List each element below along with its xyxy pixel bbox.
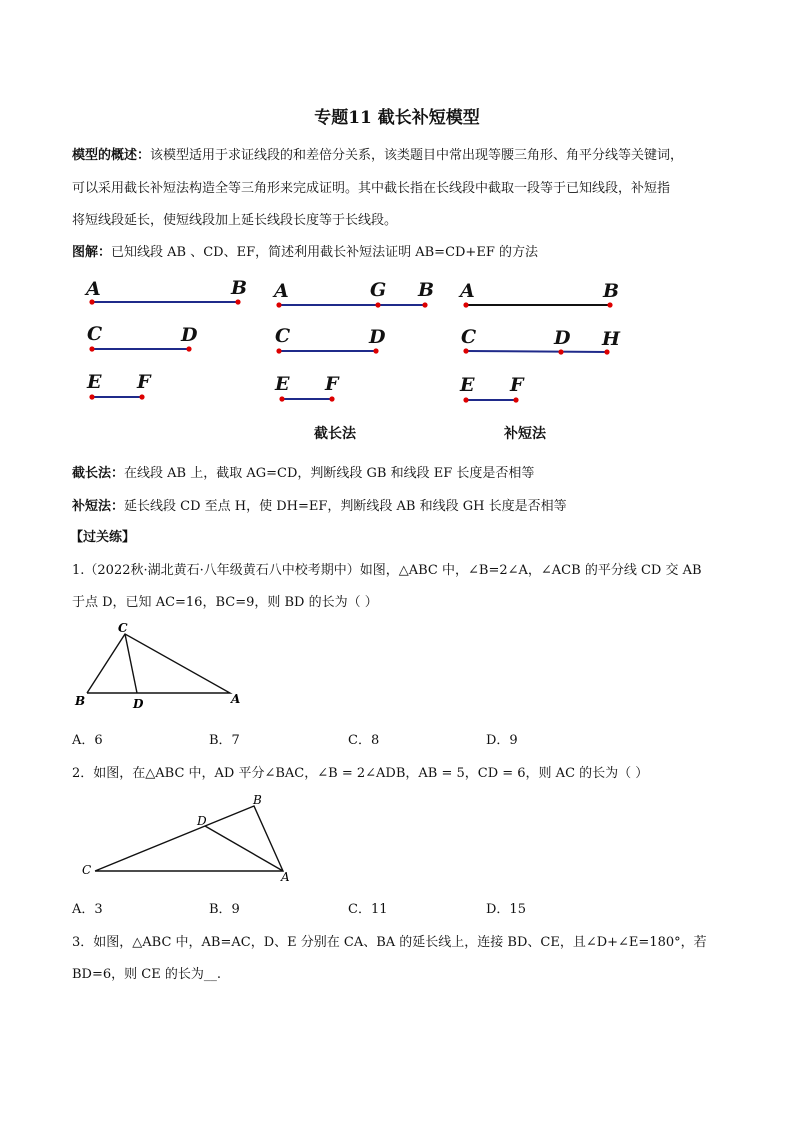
method-label-extend-short: 补短法: [504, 426, 546, 442]
point: [373, 348, 378, 353]
practice-header: 【过关练】: [70, 530, 136, 545]
label-e: E: [460, 374, 475, 396]
q1-triangle-figure: [70, 620, 260, 715]
diagram-intro-text: 已知线段 AB 、CD、EF，简述利用截长补短法证明 AB=CD+EF 的方法: [111, 245, 538, 260]
point: [513, 397, 518, 402]
label-g: G: [370, 279, 387, 301]
label-f: F: [325, 373, 339, 395]
diagram-intro-label: 图解：: [72, 245, 112, 260]
point: [463, 397, 468, 402]
label-c: C: [461, 326, 477, 348]
q2-options: [0, 898, 794, 918]
vertex-c: C: [118, 621, 128, 635]
point: [276, 302, 281, 307]
label-d: D: [181, 324, 198, 346]
point: [139, 394, 144, 399]
vertex-a: A: [231, 692, 241, 706]
method-label-cut-long: 截长法: [314, 426, 356, 442]
label-e: E: [275, 373, 290, 395]
point: [235, 299, 240, 304]
label-b: B: [231, 277, 248, 299]
segments-diagram: [0, 270, 794, 450]
vertex-b: B: [253, 793, 262, 807]
point: [186, 346, 191, 351]
label-a: A: [86, 278, 101, 300]
point: [558, 349, 563, 354]
method2-line: [72, 495, 567, 514]
q1-line-2: 于点 D，已知 AC=16，BC=9，则 BD 的长为（ ）: [72, 595, 378, 610]
point: [329, 396, 334, 401]
label-a: A: [460, 280, 475, 302]
q2-triangle-figure: [78, 790, 298, 890]
vertex-c: C: [82, 863, 92, 877]
q1-option-c[interactable]: C．8: [348, 733, 380, 748]
segment-group-cut-long: [272, 279, 434, 402]
label-h: H: [602, 328, 620, 350]
label-f: F: [137, 371, 151, 393]
q1-line-1: 1.（2022秋·湖北黄石·八年级黄石八中校考期中）如图，△ABC 中，∠B=2∠A，∠ACB 的平分线 CD 交 AB: [72, 563, 702, 578]
point: [607, 302, 612, 307]
label-a: A: [274, 280, 289, 302]
q3-line-1: 3．如图，△ABC 中，AB=AC，D、E 分别在 CA、BA 的延长线上，连接 BD、CE，且∠D+∠E=180°，若: [72, 935, 707, 950]
point: [463, 302, 468, 307]
overview-label: 模型的概述：: [72, 148, 151, 163]
method2-label: 补短法：: [72, 499, 125, 514]
q1-option-d[interactable]: D．9: [486, 733, 518, 748]
method1-text: 在线段 AB 上，截取 AG=CD，判断线段 GB 和线段 EF 长度是否相等: [124, 466, 535, 481]
q3-line-2: BD=6，则 CE 的长为__.: [72, 967, 221, 982]
q1-option-b[interactable]: B．7: [209, 733, 240, 748]
page-title: 专题11 截长补短模型: [314, 108, 480, 128]
q2-option-a[interactable]: A．3: [72, 902, 103, 917]
q2-option-c[interactable]: C．11: [348, 902, 388, 917]
q1-options: [0, 729, 794, 749]
label-f: F: [510, 374, 524, 396]
label-b: B: [418, 279, 435, 301]
q2-option-d[interactable]: D．15: [486, 902, 526, 917]
point: [89, 346, 94, 351]
q2-line-1: 2．如图，在△ABC 中，AD 平分∠BAC，∠B = 2∠ADB，AB = 5，CD = 6，则 AC 的长为（ ）: [72, 766, 649, 781]
point: [463, 348, 468, 353]
vertex-d: D: [197, 814, 207, 828]
overview-line-2: 可以采用截长补短法构造全等三角形来完成证明。其中截长指在长线段中截取一段等于已知线段，补短指: [72, 181, 671, 196]
label-c: C: [275, 325, 291, 347]
point: [375, 302, 380, 307]
label-d: D: [554, 327, 571, 349]
overview-line-1: [72, 144, 683, 163]
vertex-b: B: [75, 694, 86, 708]
q1-option-a[interactable]: A．6: [72, 733, 103, 748]
method2-text: 延长线段 CD 至点 H，使 DH=EF，判断线段 AB 和线段 GH 长度是否相等: [124, 499, 567, 514]
label-c: C: [87, 323, 103, 345]
label-b: B: [603, 280, 620, 302]
method1-line: [72, 462, 534, 481]
vertex-a: A: [281, 870, 290, 884]
point: [89, 394, 94, 399]
point: [422, 302, 427, 307]
label-e: E: [87, 371, 102, 393]
point: [89, 299, 94, 304]
point: [604, 349, 609, 354]
q2-option-b[interactable]: B．9: [209, 902, 240, 917]
segment-group-extend-short: [458, 280, 621, 403]
vertex-d: D: [133, 697, 144, 711]
point: [279, 396, 284, 401]
overview-line-3: 将短线段延长，使短线段加上延长线段长度等于长线段。: [72, 213, 398, 228]
diagram-intro: [72, 241, 538, 260]
segment-group-given: [84, 277, 247, 400]
method1-label: 截长法：: [72, 466, 125, 481]
point: [276, 348, 281, 353]
label-d: D: [369, 326, 386, 348]
overview-text-1: 该模型适用于求证线段的和差倍分关系，该类题目中常出现等腰三角形、角平分线等关键词，: [150, 148, 684, 163]
